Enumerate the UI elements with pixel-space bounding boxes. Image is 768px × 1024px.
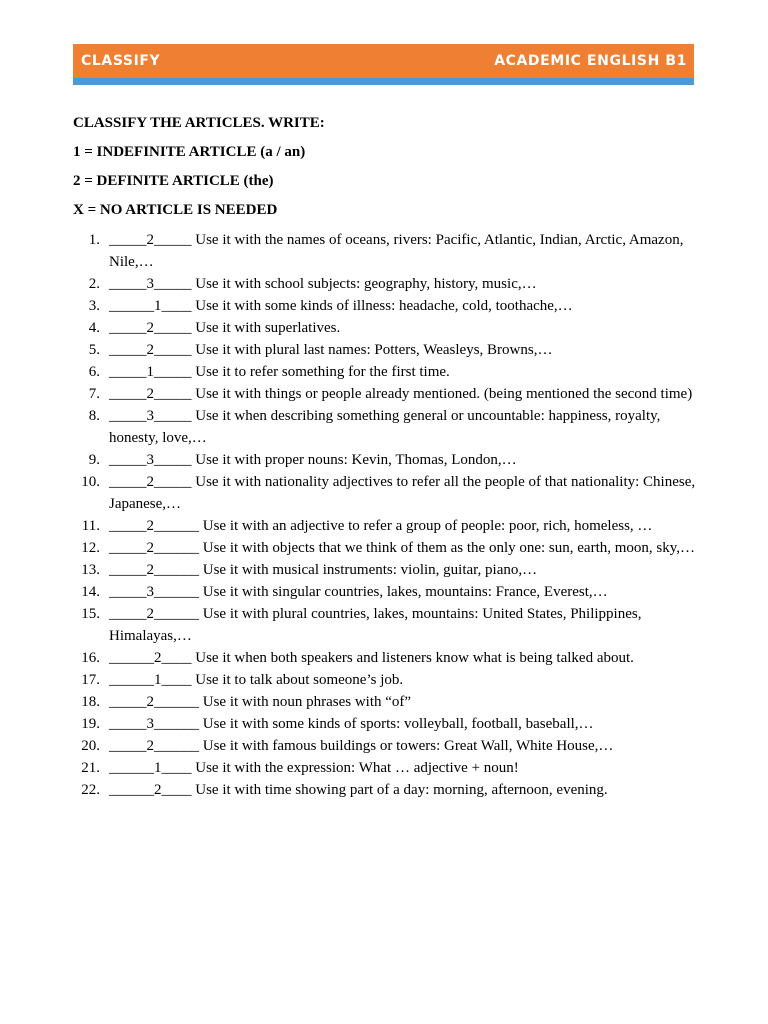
- list-item: [73, 229, 698, 273]
- list-item: [73, 537, 698, 559]
- header-bar: [73, 44, 694, 78]
- item-text: ______1____ Use it to talk about someone’s job.: [109, 672, 404, 688]
- item-number: 5.: [88, 342, 100, 358]
- item-number: 4.: [88, 320, 100, 336]
- item-text: _____2______ Use it with an adjective to refer a group of people: poor, rich, homeless, …: [109, 518, 653, 534]
- list-item: [73, 581, 698, 603]
- item-number: 9.: [88, 452, 100, 468]
- item-number: 13.: [81, 562, 100, 578]
- item-text: _____2______ Use it with musical instruments: violin, guitar, piano,…: [109, 562, 538, 578]
- list-item: [73, 295, 698, 317]
- list-item: [73, 669, 698, 691]
- item-number: 10.: [81, 474, 100, 490]
- header-accent-stripe: [73, 78, 694, 85]
- list-item: [73, 361, 698, 383]
- instruction-line: 2 = DEFINITE ARTICLE (the): [73, 173, 274, 189]
- item-text: ______2____ Use it with time showing part of a day: morning, afternoon, evening.: [109, 782, 608, 798]
- item-text: _____3______ Use it with singular countries, lakes, mountains: France, Everest,…: [109, 584, 608, 600]
- list-item: [73, 779, 698, 801]
- item-number: 14.: [81, 584, 100, 600]
- list-item: [73, 691, 698, 713]
- item-text: _____2______ Use it with plural countries, lakes, mountains: United States, Philippines, Himalayas,…: [109, 606, 642, 644]
- list-item: [73, 383, 698, 405]
- item-text: _____2_____ Use it with superlatives.: [109, 320, 341, 336]
- item-number: 21.: [81, 760, 100, 776]
- item-number: 19.: [81, 716, 100, 732]
- worksheet-content: [73, 113, 698, 801]
- item-text: ______1____ Use it with some kinds of illness: headache, cold, toothache,…: [109, 298, 573, 314]
- item-number: 6.: [88, 364, 100, 380]
- list-item: [73, 735, 698, 757]
- item-number: 12.: [81, 540, 100, 556]
- list-item: [73, 515, 698, 537]
- item-number: 7.: [88, 386, 100, 402]
- item-number: 3.: [88, 298, 100, 314]
- list-item: [73, 713, 698, 735]
- item-number: 22.: [81, 782, 100, 798]
- list-item: [73, 317, 698, 339]
- item-number: 16.: [81, 650, 100, 666]
- item-text: _____3_____ Use it with school subjects: geography, history, music,…: [109, 276, 537, 292]
- list-item: [73, 339, 698, 361]
- item-text: _____2_____ Use it with the names of oceans, rivers: Pacific, Atlantic, Indian, Arctic, Amazon, Nile,…: [109, 232, 684, 270]
- item-text: _____2_____ Use it with things or people already mentioned. (being mentioned the second time): [109, 386, 693, 402]
- item-text: _____3_____ Use it when describing something general or uncountable: happiness, royalty, honesty, love,…: [109, 408, 661, 446]
- item-text: _____3_____ Use it with proper nouns: Kevin, Thomas, London,…: [109, 452, 517, 468]
- exercise-list: [73, 229, 698, 801]
- item-number: 18.: [81, 694, 100, 710]
- list-item: [73, 471, 698, 515]
- list-item: [73, 405, 698, 449]
- item-text: _____2_____ Use it with plural last names: Potters, Weasleys, Browns,…: [109, 342, 553, 358]
- item-number: 11.: [81, 518, 100, 534]
- instructions-block: [73, 113, 698, 220]
- item-number: 20.: [81, 738, 100, 754]
- instruction-line: X = NO ARTICLE IS NEEDED: [73, 202, 278, 218]
- instruction-heading: CLASSIFY THE ARTICLES. WRITE:: [73, 115, 325, 131]
- list-item: [73, 559, 698, 581]
- header-title: CLASSIFY: [81, 53, 161, 69]
- item-number: 17.: [81, 672, 100, 688]
- item-number: 15.: [81, 606, 100, 622]
- item-text: ______1____ Use it with the expression: What … adjective + noun!: [109, 760, 519, 776]
- item-text: _____2______ Use it with noun phrases with “of”: [109, 694, 412, 710]
- list-item: [73, 273, 698, 295]
- instruction-line: 1 = INDEFINITE ARTICLE (a / an): [73, 144, 306, 160]
- item-text: ______2____ Use it when both speakers and listeners know what is being talked about.: [109, 650, 634, 666]
- item-number: 1.: [88, 232, 100, 248]
- list-item: [73, 647, 698, 669]
- item-number: 8.: [88, 408, 100, 424]
- item-text: _____2______ Use it with famous buildings or towers: Great Wall, White House,…: [109, 738, 614, 754]
- list-item: [73, 449, 698, 471]
- item-number: 2.: [88, 276, 100, 292]
- header-course-label: ACADEMIC ENGLISH B1: [494, 53, 687, 69]
- item-text: _____3______ Use it with some kinds of sports: volleyball, football, baseball,…: [109, 716, 594, 732]
- item-text: _____1_____ Use it to refer something for the first time.: [109, 364, 450, 380]
- item-text: _____2_____ Use it with nationality adjectives to refer all the people of that nationality: Chinese, Japanese,…: [109, 474, 696, 512]
- list-item: [73, 757, 698, 779]
- item-text: _____2______ Use it with objects that we think of them as the only one: sun, earth, moon, sky,…: [109, 540, 696, 556]
- list-item: [73, 603, 698, 647]
